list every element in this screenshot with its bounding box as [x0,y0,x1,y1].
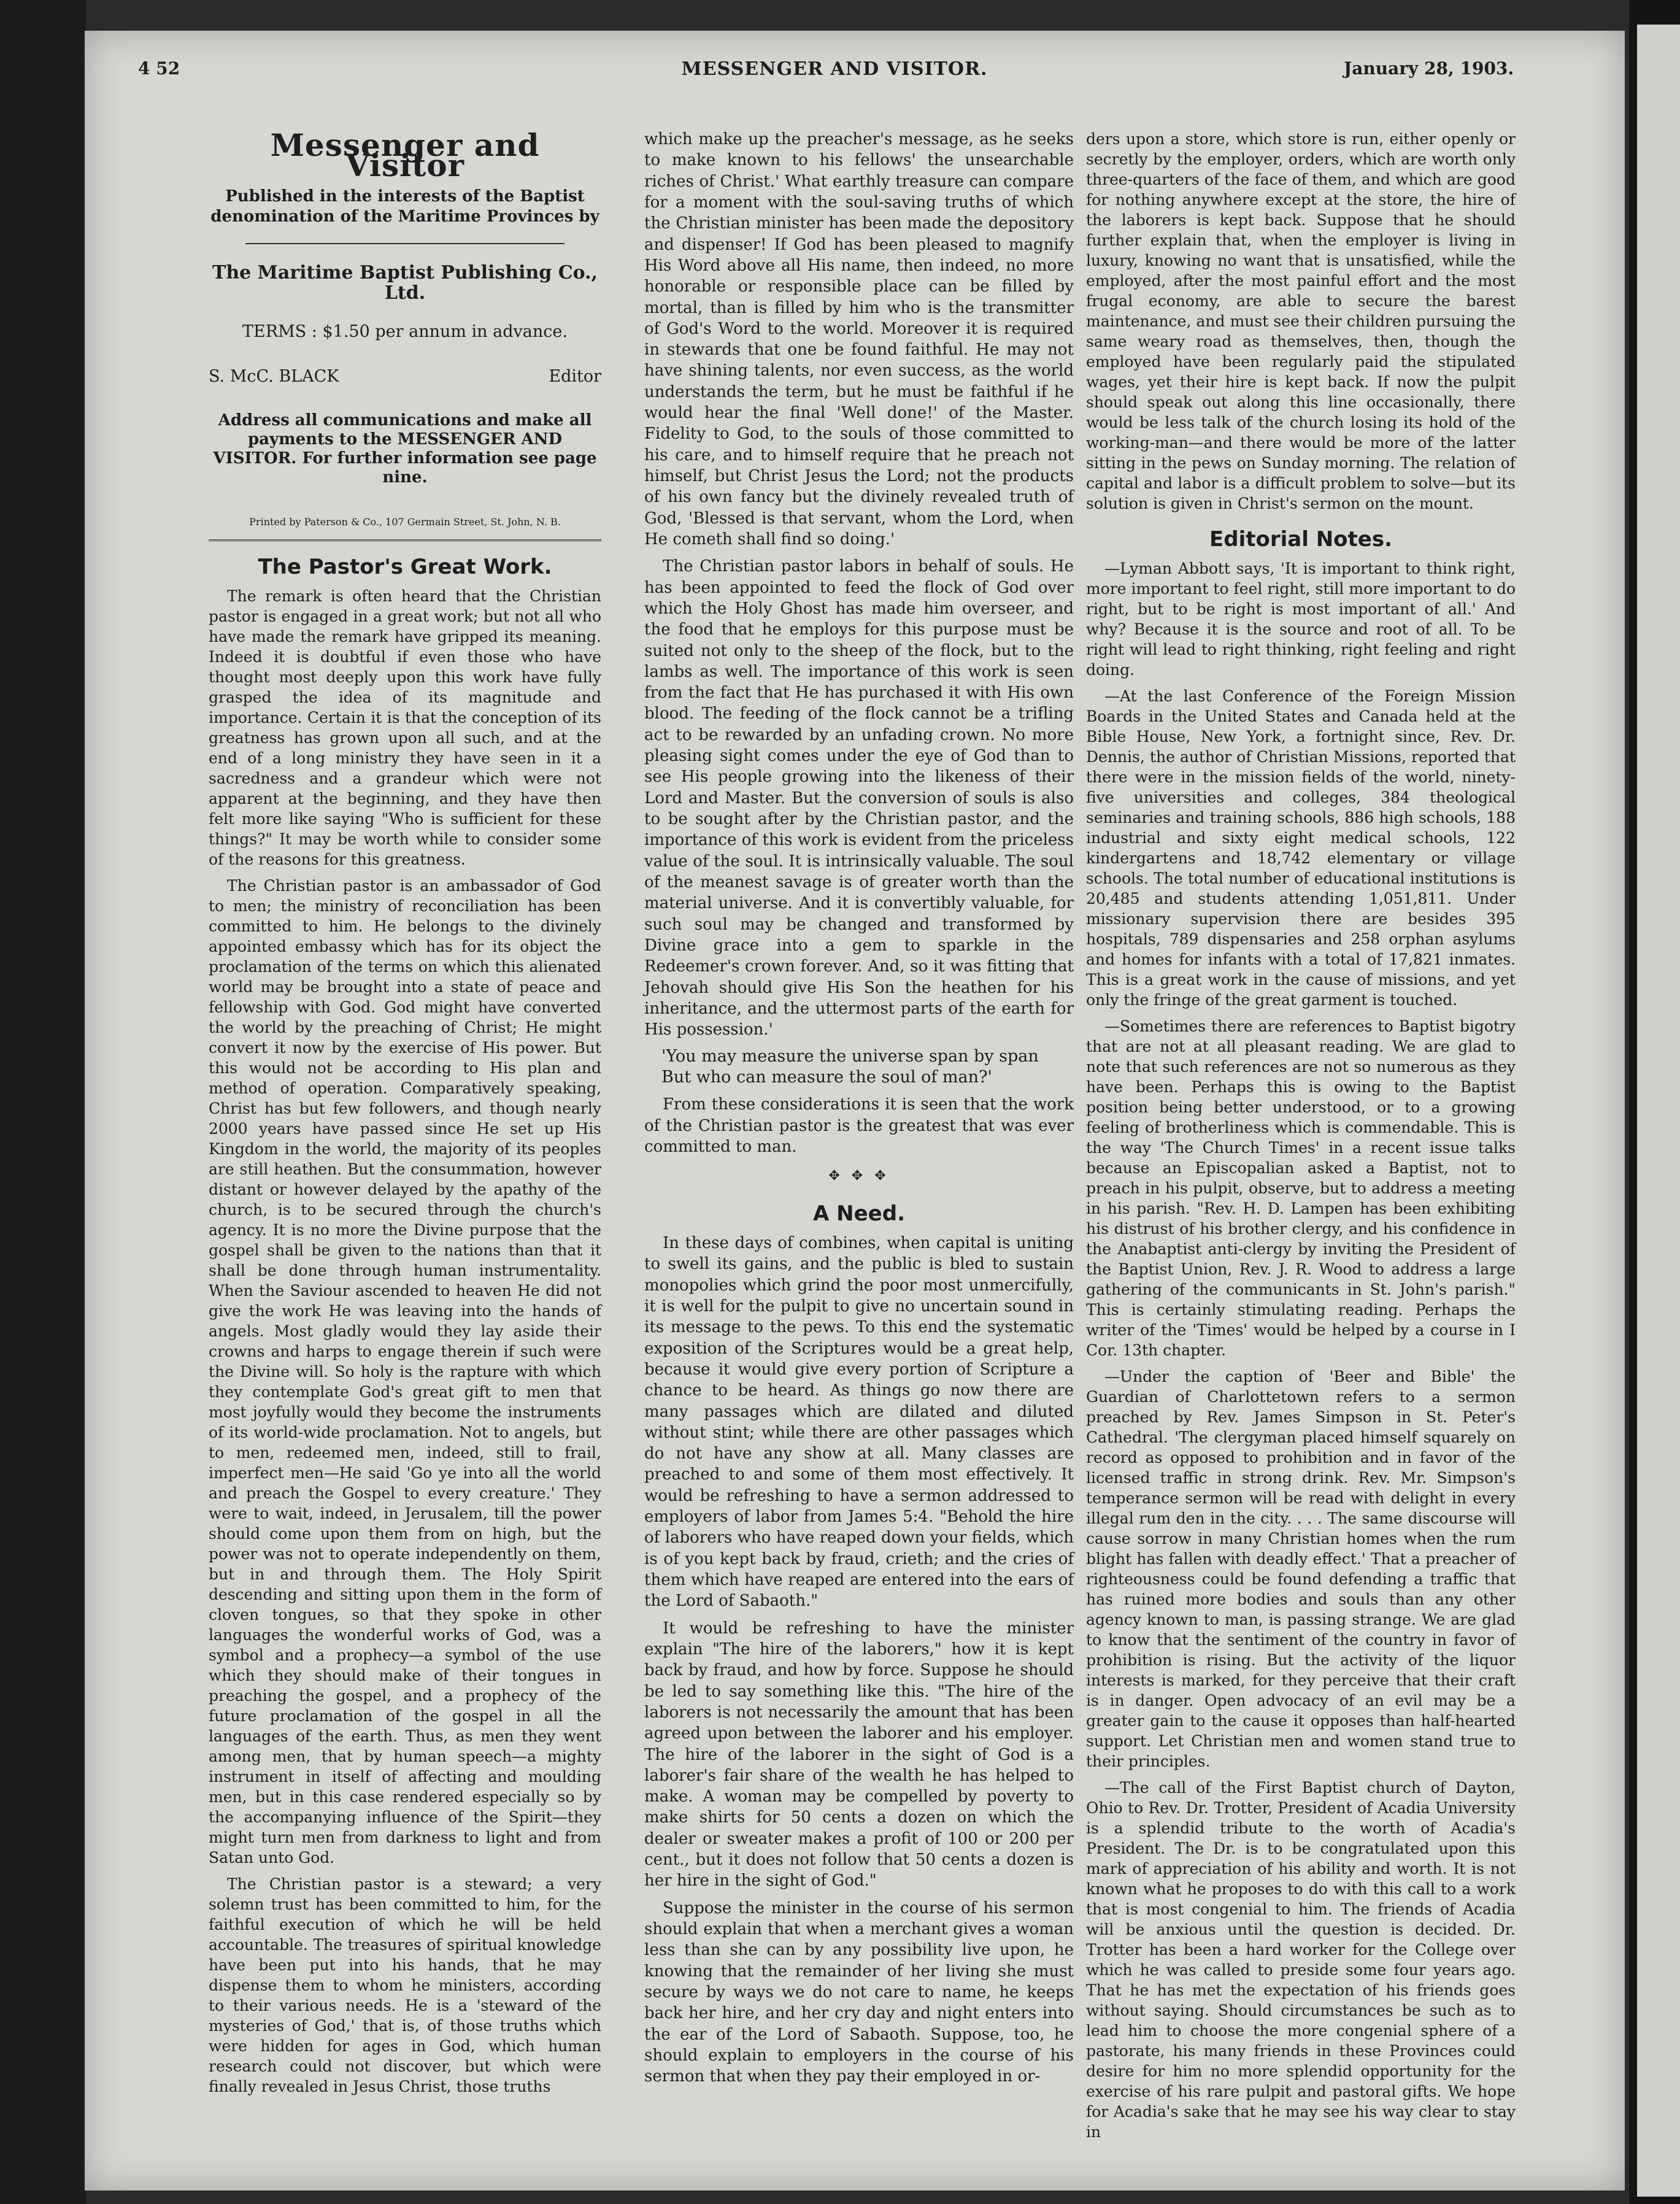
column-1 [209,129,601,2103]
address-notice: Address all communications and make all payments to the MESSENGER AND VISITOR. For further information see page nine. [213,411,597,487]
article-paragraph: From these considerations it is seen that the work of the Christian pastor is the greatest that was ever committed to man. [644,1095,1074,1157]
section-title-editorial-notes: Editorial Notes. [1209,527,1392,552]
column-2 [644,129,1074,2094]
article-title-pastors-great-work: The Pastor's Great Work. [258,555,552,579]
article-paragraph: It would be refreshing to have the minister explain "The hire of the laborers," how it is kept back by fraud, and how by force. Suppose he should be led to say something like this. "The hire of the laborers is not necessarily the amount that has been agreed upon between the laborer and his employer. The hire of the laborer in the sight of God is a laborer's fair share of the wealth he has helped to make. A woman may be compelled by poverty to make shirts for 50 cents a dozen on which the dealer or sweater makes a profit of 100 or 200 per cent., but it does not follow that 50 cents a dozen is her hire in the sight of God." [644,1619,1074,1890]
article-paragraph: The Christian pastor is an ambassador of God to men; the ministry of reconciliation has been committed to him. He belongs to the divinely appointed embassy which has for its object the proclamation of the terms on which this alienated world may be brought into a state of peace and fellowship with God. God might have converted the world by the preaching of Christ; He might convert it now by the exercise of His power. But this would not be according to His plan and method of operation. Comparatively speaking, Christ has but few followers, and though nearly 2000 years have passed since He set up His Kingdom in the world, the majority of its peoples are still heathen. But the consummation, however distant or however delayed by the apathy of the church, is to be secured through the church's agency. It is no more the Divine purpose that the gospel shall be given to the nations than that it shall be done through human instrumentality. When the Saviour ascended to heaven He did not give the work He was leaving into the hands of angels. Most gladly would they lay aside their crowns and harps to engage therein if such were the Divine will. So holy is the rapture with which they contemplate God's great gift to men that most joyfully would they become the instruments of its world-wide proclamation. Not to angels, but to men, redeemed men, indeed, still to frail, imperfect men—He said 'Go ye into all the world and preach the Gospel to every creature.' They were to wait, indeed, in Jerusalem, till the power should come upon them from on high, but the power was not to operate independently on them, but in and through them. The Holy Spirit descending and sitting upon them in the form of cloven tongues, so that they spoke in other languages the wonderful works of God, was a symbol and a prophecy—a symbol of the use which they should make of their tongues in preaching the gospel, and a prophecy of the future proclamation of the gospel in all the languages of the earth. Thus, as men they went among men, that by human speech—a mighty instrument in itself of affecting and moulding men, but in this case rendered especially so by the accompanying influence of the Spirit—they might turn men from darkness to light and from Satan unto God. [209,877,601,1867]
printer-credit: Printed by Paterson & Co., 107 Germain Street, St. John, N. B. [209,512,601,541]
adjacent-page-edge [1637,25,1680,2197]
editorial-paragraph: —Lyman Abbott says, 'It is important to think right, more important to feel right, still more important to do right, but to be right is most important of all.' And why? Because it is the source and root of all. To be right will lead to right thinking, right feeling and right doing. [1086,560,1516,679]
article-paragraph: In these days of combines, when capital is uniting to swell its gains, and the public is bled to sustain monopolies which grind the poor most unmercifully, it is well for the pulpit to give no uncertain sound in its message to the pews. To this end the systematic exposition of the Scriptures would be a great help, because it would give every portion of Scripture a chance to be heard. As things go now there are many passages which are dilated and diluted without stint; while there are other passages which do not have any show at all. Many classes are preached to and some of them most effectively. It would be refreshing to have a sermon addressed to employers of labor from James 5:4. "Behold the hire of laborers who have reaped down your fields, which is of you kept back by fraud, crieth; and the cries of them which have reaped are entered into the ears of the Lord of Sabaoth." [644,1234,1074,1611]
editor-line [209,366,601,387]
page-number: 4 52 [138,58,180,79]
divider [245,243,564,244]
article-paragraph: Suppose the minister in the course of his sermon should explain that when a merchant gives a woman less than she can by any possibility live upon, he knowing that the remainder of her living she must secure by ways we do not care to name, he keeps back her hire, and her cry day and night enters into the ear of the Lord of Sabaoth. Suppose, too, he should explain to employers in the course of his sermon that when they pay their employed in or- [644,1898,1074,2086]
editorial-paragraph: —At the last Conference of the Foreign Mission Boards in the United States and Canada held at the Bible House, New York, a fortnight since, Rev. Dr. Dennis, the author of Christian Missions, reported that there were in the mission fields of the world, ninety-five universities and colleges, 384 theological seminaries and training schools, 886 high schools, 188 industrial and sixty eight medical schools, 122 kindergartens and 18,742 elementary or village schools. The total number of educational institutions is 20,485 and students attending 1,051,811. Under missionary supervision there are besides 395 hospitals, 789 dispensaries and 258 orphan asylums and homes for infants with a total of 17,821 inmates. This is a great work in the cause of missions, and yet only the fringe of the great garment is touched. [1086,687,1516,1009]
publisher-name: The Maritime Baptist Publishing Co., Ltd. [212,262,598,304]
editorial-paragraph: —The call of the First Baptist church of Dayton, Ohio to Rev. Dr. Trotter, President of Acadia University is a splendid tribute to the worth of Acadia's President. The Dr. is to be congratulated upon this mark of appreciation of his ability and worth. It is not known what he proposes to do with this call to a work that is most congenial to him. The friends of Acadia will be anxious until the question is decided. Dr. Trotter has been a hard worker for the College over which he was called to preside some four years ago. That he has met the expectation of his friends goes without saying. Should circumstances be such as to lead him to choose the more congenial sphere of a pastorate, his many friends in these Provinces could desire for him no more splendid opportunity for the exercise of his rare pulpit and pastoral gifts. We hope for Acadia's sake that he may see his way clear to stay in [1086,1779,1516,2141]
article-paragraph: ders upon a store, which store is run, either openly or secretly by the employer, orders, which are worth only three-quarters of the face of them, and which are good for nothing anywhere except at the store, the hire of the laborers is kept back. Suppose that he should further explain that, when the employer is living in luxury, knowing no want that is unsatisfied, while the employed, after the most painful effort and the most frugal economy, are able to secure the barest maintenance, and must see their children pursuing the same weary road as themselves, then, though the employed have been regularly paid the stipulated wages, yet their hire is kept back. If now the pulpit should speak out along this line occasionally, there would be less talk of the church losing its hold of the working-man—and there would be more of the latter sitting in the pews on Sunday morning. The relation of capital and labor is a difficult problem to solve—but its solution is given in Christ's sermon on the mount. [1086,130,1516,512]
editor-role: Editor [549,367,601,386]
editorial-paragraph: —Sometimes there are references to Baptist bigotry that are not at all pleasant reading. We are glad to note that such references are not so numerous as they have been. Perhaps this is owing to the Baptist position being better understood, or to a growing feeling of brotherliness which is commendable. This is the way 'The Church Times' in a recent issue talks because an Episcopalian asked a Baptist, not to preach in his pulpit, observe, but to address a meeting in his parish. "Rev. H. D. Lampen has been exhibiting his distrust of his brother clergy, and his confidence in the Anabaptist anti-clergy by inviting the President of the Baptist Union, Rev. J. R. Wood to address a large gathering of the communicants in St. John's parish." This is certainly stimulating reading. Perhaps the writer of the 'Times' would be helped by a course in I Cor. 13th chapter. [1086,1017,1516,1359]
article-paragraph: The remark is often heard that the Christian pastor is engaged in a great work; but not all who have made the remark have gripped its meaning. Indeed it is doubtful if even those who have thought most deeply upon this work have fully grasped the idea of its magnitude and importance. Certain it is that the conception of its greatness has grown upon all such, and at the end of a long ministry they have seen in it a sacredness and a grandeur which were not apparent at the beginning, and they have then felt more like saying "Who is sufficient for these things?" It may be worth while to consider some of the reasons for this greatness. [209,587,601,868]
issue-date: January 28, 1903. [1344,58,1514,79]
article-title-a-need: A Need. [813,1201,905,1226]
poem-line: 'You may measure the universe span by span [661,1047,1039,1066]
scan-border-left [0,0,86,2204]
subscription-terms: TERMS : $1.50 per annum in advance. [242,322,568,341]
column-3 [1086,129,1516,2148]
masthead-subtitle: Published in the interests of the Baptist denomination of the Maritime Provinces by [210,187,599,226]
masthead [209,127,601,541]
article-paragraph: which make up the preacher's message, as he seeks to make known to his fellows' the unsearchable riches of Christ.' What earthly treasure can compare for a moment with the soul-saving truths of which the Christian minister has been made the depository and dispenser! If God has been pleased to magnify His Word above all His name, then indeed, no more honorable or responsible place can be filled by mortal, than is filled by him who is the transmitter of God's Word to the world. Moreover it is required in stewards that one be found faithful. He may not have shining talents, nor even success, as the world understands the term, but he must be faithful if he would hear the final 'Well done!' of the Master. Fidelity to God, to the souls of those committed to his care, and to himself require that he preach not himself, but Christ Jesus the Lord; not the products of his own fancy but the divinely revealed truth of God, 'Blessed is that servant, whom the Lord, when He cometh shall find so doing.' [644,130,1074,549]
article-paragraph: The Christian pastor labors in behalf of souls. He has been appointed to feed the flock of God over which the Holy Ghost has made him overseer, and the food that he employs for this purpose must be suited not only to the sheep of the flock, but to the lambs as well. The importance of this work is seen from the fact that He has purchased it with His own blood. The feeding of the flock cannot be a trifling act to be rewarded by an unfading crown. No more pleasing sight comes under the eye of God than to see His people growing into the likeness of their Lord and Master. But the conversion of souls is also to be sought after by the Christian pastor, and the importance of this work is evident from the priceless value of the soul. It is intrinsically valuable. The soul of the meanest savage is of greater worth than the material universe. And it is convertibly valuable, for such soul may be changed and transformed by Divine grace into a gem to sparkle in the Redeemer's crown forever. And, so it was fitting that Jehovah should give His Son the heathen for his inheritance, and the uttermost parts of the earth for His possession.' [644,557,1074,1039]
article-paragraph: The Christian pastor is a steward; a very solemn trust has been committed to him, for the faithful execution of which he will be held accountable. The treasures of spiritual knowledge have been put into his hands, that he may dispense them to whom he ministers, according to their various needs. He is a 'steward of the mysteries of God,' that is, of those truths which were hidden for ages in God, which human research could not discover, but which were finally revealed in Jesus Christ, those truths [209,1875,601,2095]
poem-quote [644,1046,1074,1088]
running-title: MESSENGER AND VISITOR. [681,58,988,80]
editor-name: S. McC. BLACK [209,367,339,386]
section-ornament: ✥ ✥ ✥ [828,1168,890,1184]
masthead-title: Messenger and Visitor [270,127,540,183]
poem-line: But who can measure the soul of man?' [661,1068,992,1087]
editorial-paragraph: —Under the caption of 'Beer and Bible' the Guardian of Charlottetown refers to a sermon preached by Rev. James Simpson in St. Peter's Cathedral. 'The clergyman placed himself squarely on record as opposed to prohibition and in favor of the licensed traffic in strong drink. Rev. Mr. Simpson's temperance sermon will be read with delight in every illegal rum den in the city. . . . The same discourse will cause sorrow in many Christian homes when the rum blight has fallen with deadly effect.' That a preacher of righteousness could be found defending a traffic that has ruined more bodies and souls than any other agency known to man, is passing strange. We are glad to know that the sentiment of the country in favor of prohibition is rising. But the activity of the liquor interests is marked, for they perceive that their craft is in danger. Open advocacy of an evil may be a greater gain to the cause it opposes than half-hearted support. Let Christian men and women stand true to their principles. [1086,1368,1516,1770]
